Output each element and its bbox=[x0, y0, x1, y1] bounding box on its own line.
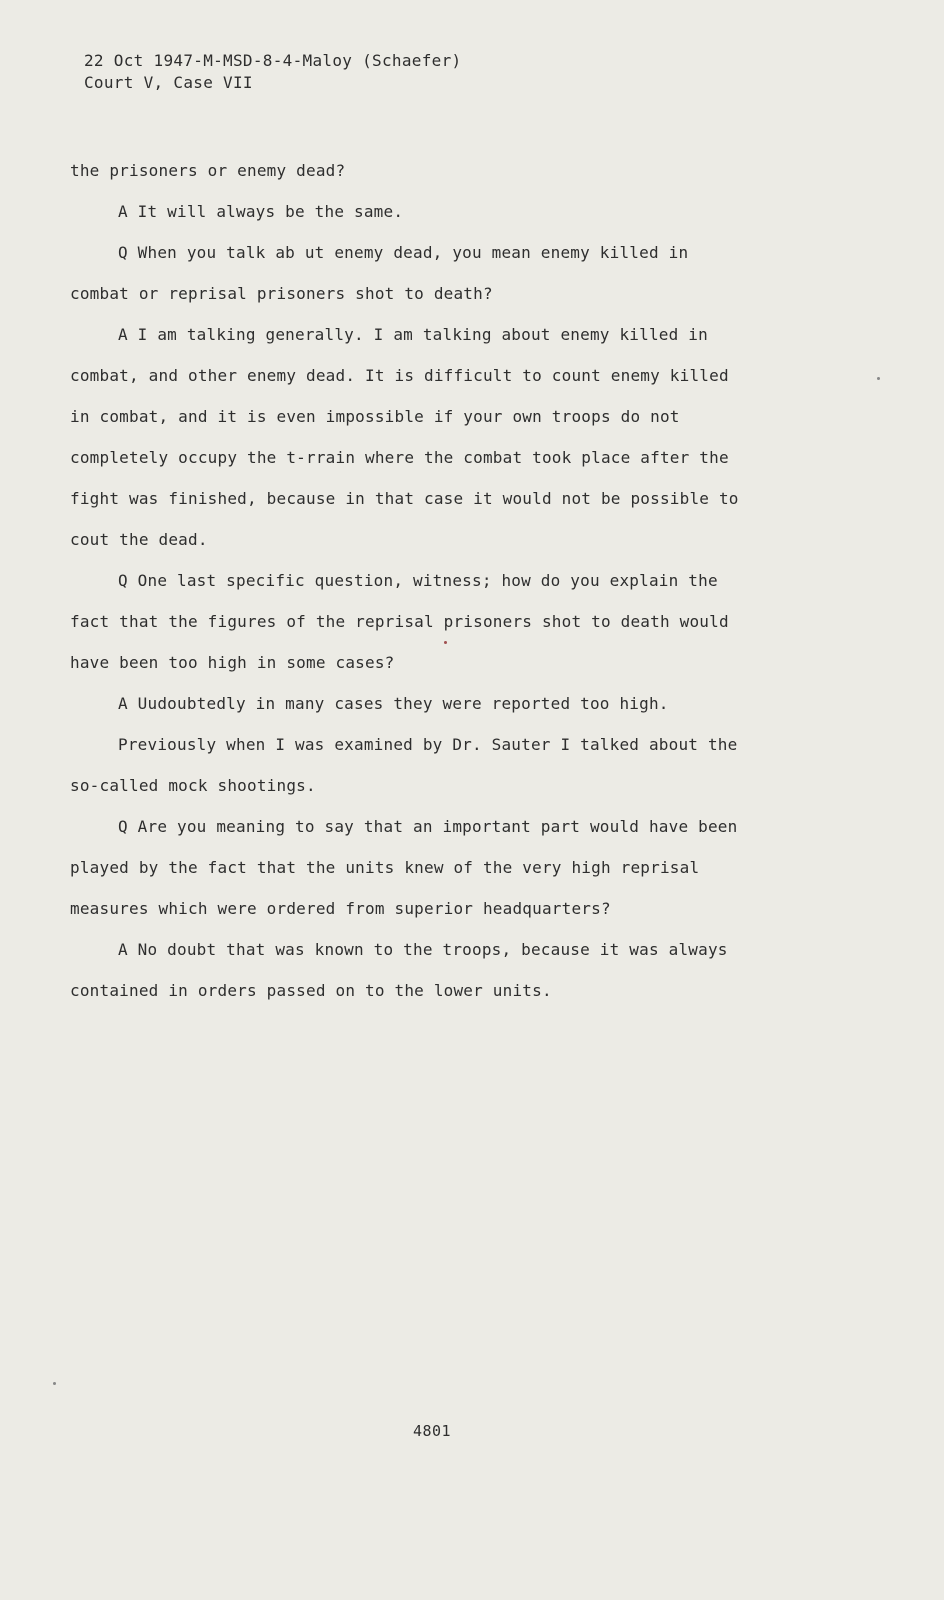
transcript-line: Previously when I was examined by Dr. Sauter I talked about the bbox=[118, 735, 738, 754]
transcript-line: A It will always be the same. bbox=[118, 202, 404, 221]
transcript-line: A Uudoubtedly in many cases they were reported too high. bbox=[118, 694, 669, 713]
transcript-line: A I am talking generally. I am talking about enemy killed in bbox=[118, 325, 708, 344]
transcript-line: combat or reprisal prisoners shot to death? bbox=[70, 284, 493, 303]
transcript-line: A No doubt that was known to the troops, because it was always bbox=[118, 940, 728, 959]
transcript-line: fight was finished, because in that case it would not be possible to bbox=[70, 489, 739, 508]
paper-speck bbox=[877, 377, 880, 380]
document-header bbox=[84, 50, 461, 94]
transcript-line: have been too high in some cases? bbox=[70, 653, 395, 672]
page-number: 4801 bbox=[412, 1422, 452, 1440]
transcript-line: cout the dead. bbox=[70, 530, 208, 549]
transcript-line: in combat, and it is even impossible if your own troops do not bbox=[70, 407, 680, 426]
ink-speck bbox=[444, 641, 447, 644]
transcript-line: completely occupy the t-rrain where the combat took place after the bbox=[70, 448, 729, 467]
header-court-line: Court V, Case VII bbox=[84, 73, 253, 92]
paper-speck bbox=[53, 1382, 56, 1385]
transcript-line: contained in orders passed on to the lower units. bbox=[70, 981, 552, 1000]
transcript-line: Q One last specific question, witness; how do you explain the bbox=[118, 571, 718, 590]
transcript-line: combat, and other enemy dead. It is difficult to count enemy killed bbox=[70, 366, 729, 385]
transcript-line: Q When you talk ab ut enemy dead, you mean enemy killed in bbox=[118, 243, 689, 262]
transcript-line: so-called mock shootings. bbox=[70, 776, 316, 795]
transcript-line: measures which were ordered from superior headquarters? bbox=[70, 899, 611, 918]
transcript-line: fact that the figures of the reprisal prisoners shot to death would bbox=[70, 612, 729, 631]
header-reference-line: 22 Oct 1947-M-MSD-8-4-Maloy (Schaefer) bbox=[84, 51, 462, 70]
transcript-line: played by the fact that the units knew of the very high reprisal bbox=[70, 858, 700, 877]
transcript-line: the prisoners or enemy dead? bbox=[70, 161, 346, 180]
transcript-line: Q Are you meaning to say that an important part would have been bbox=[118, 817, 738, 836]
transcript-body bbox=[70, 150, 790, 1011]
